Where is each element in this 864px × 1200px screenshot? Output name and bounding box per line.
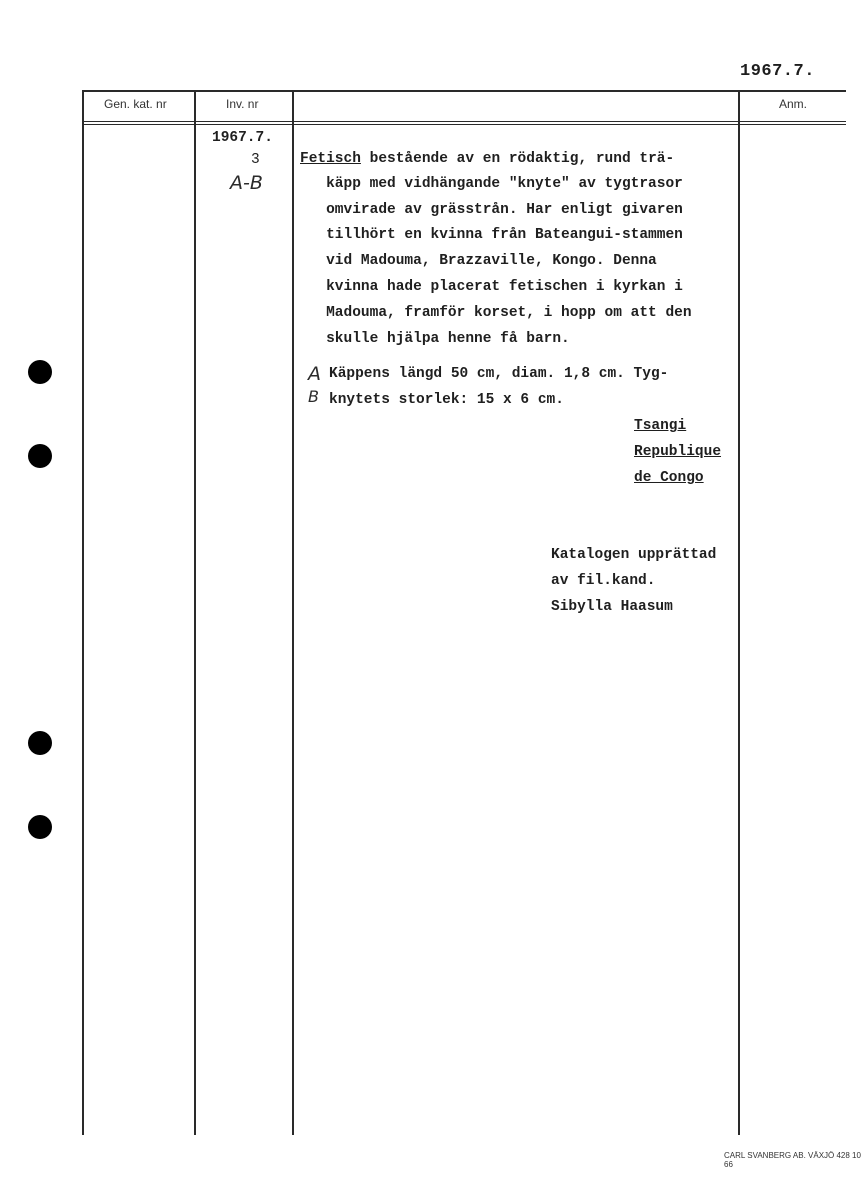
description-line-7: Madouma, framför korset, i hopp om att den	[300, 305, 692, 321]
punch-hole-1	[28, 360, 52, 384]
part-a-mark: A	[308, 363, 321, 385]
origin-line-2: Republique	[634, 444, 722, 460]
punch-hole-2	[28, 444, 52, 468]
column-rule-left	[82, 90, 84, 1135]
description-line-8: skulle hjälpa henne få barn.	[300, 331, 570, 347]
description-line-1-rest: bestående av en rödaktig, rund trä-	[360, 151, 675, 167]
description-line-4: tillhört en kvinna från Bateangui-stammen	[300, 227, 683, 243]
cataloguer-name: Sibylla Haasum	[551, 599, 673, 615]
header-bottom-rule	[82, 121, 846, 122]
table-top-rule	[82, 90, 846, 92]
cataloguer-line-2: av fil.kand.	[551, 573, 656, 589]
part-a-measurements: Käppens längd 50 cm, diam. 1,8 cm. Tyg-	[329, 366, 669, 382]
column-rule-gen	[194, 90, 196, 1135]
header-gen-kat-nr: Gen. kat. nr	[104, 97, 167, 111]
header-anm: Anm.	[779, 97, 808, 111]
origin-line-1: Tsangi	[634, 418, 687, 434]
description-line-6: kvinna hade placerat fetischen i kyrkan i	[300, 279, 683, 295]
column-rule-inv	[292, 90, 294, 1135]
inv-number: 3	[251, 152, 260, 168]
header-bottom-rule-2	[82, 124, 846, 125]
punch-hole-4	[28, 815, 52, 839]
punch-hole-3	[28, 731, 52, 755]
cataloguer-line-1: Katalogen upprättad	[551, 547, 717, 563]
object-name: Fetisch	[300, 151, 361, 167]
part-b-mark: B	[308, 387, 319, 406]
description-line-2: käpp med vidhängande "knyte" av tygtrasor	[300, 176, 683, 192]
description-line-1	[300, 147, 674, 173]
page-number: 1967.7.	[740, 62, 815, 81]
description-line-5: vid Madouma, Brazzaville, Kongo. Denna	[300, 253, 657, 269]
printer-mark: CARL SVANBERG AB. VÄXJÖ 428 10 66	[724, 1151, 861, 1169]
inv-handwritten-parts: A-B	[230, 172, 263, 194]
header-inv-nr: Inv. nr	[226, 97, 259, 111]
description-line-3: omvirade av grässtrån. Har enligt givaren	[300, 202, 683, 218]
column-rule-anm	[738, 90, 740, 1135]
origin-line-3: de Congo	[634, 470, 704, 486]
inv-prefix: 1967.7.	[212, 130, 273, 146]
part-b-measurements: knytets storlek: 15 x 6 cm.	[329, 392, 564, 408]
